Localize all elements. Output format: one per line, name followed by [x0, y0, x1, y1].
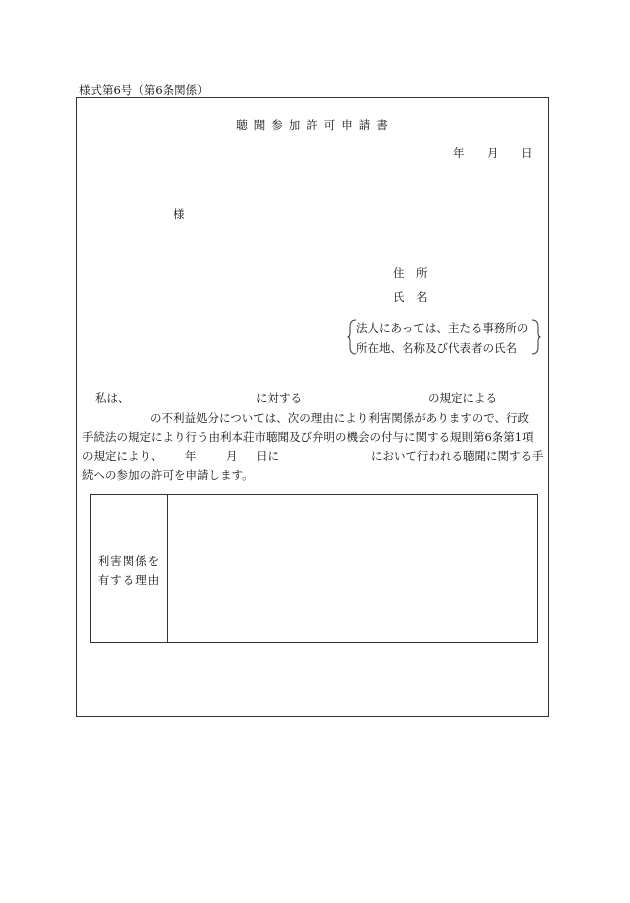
reason-label-line1: 利害関係を — [97, 554, 161, 568]
reason-label-line2: 有する理由 — [97, 573, 161, 587]
form-number: 様式第6号（第6条関係） — [79, 83, 209, 97]
body-line4-a: の規定により、 — [82, 449, 163, 463]
date-month-label: 月 — [487, 146, 499, 160]
addressee-suffix: 様 — [173, 207, 185, 221]
body-line4-d: 日に — [256, 449, 279, 463]
address-label: 住 所 — [393, 266, 428, 280]
corporation-note-line2: 所在地、名称及び代表者の氏名 — [356, 341, 517, 355]
reason-table — [90, 494, 538, 643]
body-line1-c: の規定による — [428, 391, 497, 405]
body-line2: の不利益処分については、次の理由により利害関係がありますので、行政 — [150, 411, 530, 425]
name-label: 氏 名 — [393, 290, 428, 304]
body-line5: 続への参加の許可を申請します。 — [82, 468, 254, 482]
date-day-label: 日 — [521, 146, 533, 160]
corporation-note — [347, 318, 541, 356]
date-year-label: 年 — [453, 146, 465, 160]
corporation-note-line1: 法人にあっては、主たる事務所の — [356, 321, 529, 335]
body-line1-b: に対する — [256, 391, 302, 405]
body-line4-b: 年 — [185, 449, 197, 463]
body-line3: 手続法の規定により行う由利本荘市聴聞及び弁明の機会の付与に関する規則第6条第1項 — [82, 430, 534, 444]
reason-table-divider — [167, 495, 168, 642]
reason-table-label — [91, 552, 167, 590]
body-line1-a: 私は、 — [95, 391, 130, 405]
body-line4-c: 月 — [226, 449, 238, 463]
document-title: 聴聞参加許可申請書 — [236, 118, 394, 132]
body-line4-e: において行われる聴聞に関する手 — [371, 449, 544, 463]
